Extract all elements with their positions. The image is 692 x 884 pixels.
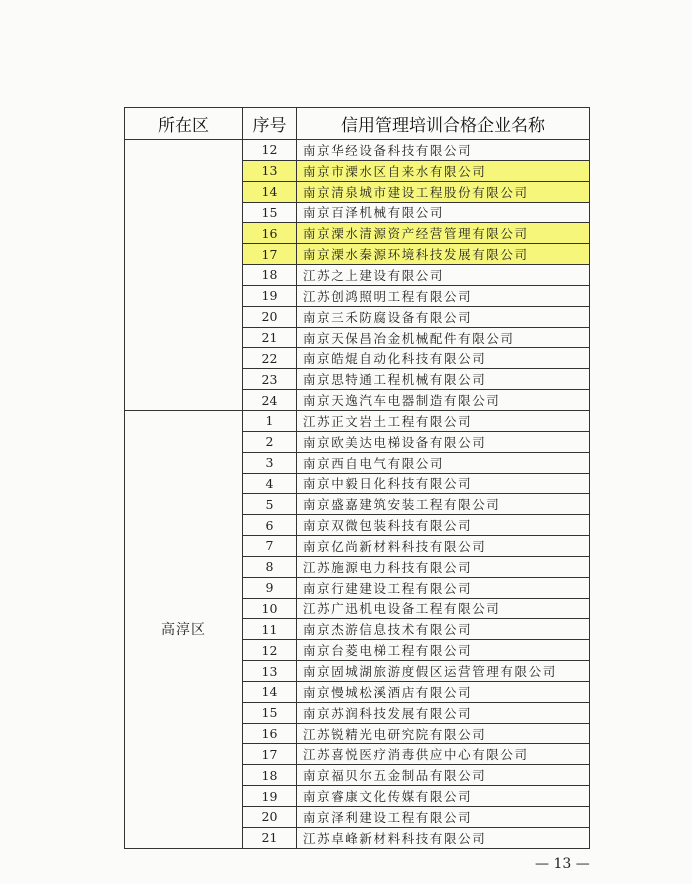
row-number: 4 (243, 473, 297, 494)
row-number: 19 (243, 786, 297, 807)
company-name: 南京慢城松溪酒店有限公司 (297, 681, 590, 702)
company-name: 江苏正文岩土工程有限公司 (297, 410, 590, 431)
company-name: 江苏之上建设有限公司 (297, 265, 590, 286)
row-number: 22 (243, 348, 297, 369)
district-cell: 高淳区 (125, 410, 243, 848)
company-name: 江苏创鸿照明工程有限公司 (297, 285, 590, 306)
company-name: 南京清泉城市建设工程股份有限公司 (297, 181, 590, 202)
header-company-name: 信用管理培训合格企业名称 (297, 108, 590, 140)
row-number: 14 (243, 181, 297, 202)
row-number: 2 (243, 431, 297, 452)
page-number: — 13 — (535, 856, 590, 872)
company-name: 南京思特通工程机械有限公司 (297, 369, 590, 390)
row-number: 23 (243, 369, 297, 390)
company-name: 江苏广迅机电设备工程有限公司 (297, 598, 590, 619)
row-number: 20 (243, 306, 297, 327)
district-cell (125, 140, 243, 411)
company-name: 南京天逸汽车电器制造有限公司 (297, 390, 590, 411)
row-number: 10 (243, 598, 297, 619)
row-number: 7 (243, 536, 297, 557)
header-district: 所在区 (125, 108, 243, 140)
company-name: 南京皓焜自动化科技有限公司 (297, 348, 590, 369)
row-number: 21 (243, 327, 297, 348)
company-name: 南京泽利建设工程有限公司 (297, 807, 590, 828)
row-number: 6 (243, 515, 297, 536)
company-name: 南京杰游信息技术有限公司 (297, 619, 590, 640)
row-number: 15 (243, 202, 297, 223)
company-name: 江苏锐精光电研究院有限公司 (297, 723, 590, 744)
company-name: 南京市溧水区自来水有限公司 (297, 160, 590, 181)
row-number: 17 (243, 744, 297, 765)
row-number: 9 (243, 577, 297, 598)
table-body (125, 140, 590, 849)
row-number: 11 (243, 619, 297, 640)
row-number: 8 (243, 556, 297, 577)
row-number: 12 (243, 640, 297, 661)
company-name: 江苏喜悦医疗消毒供应中心有限公司 (297, 744, 590, 765)
company-name: 南京双微包装科技有限公司 (297, 515, 590, 536)
table-header-row (125, 108, 590, 140)
company-name: 南京固城湖旅游度假区运营管理有限公司 (297, 661, 590, 682)
table-row (125, 410, 590, 431)
company-name: 南京溧水秦源环境科技发展有限公司 (297, 244, 590, 265)
company-name: 南京华经设备科技有限公司 (297, 140, 590, 161)
company-name: 南京百泽机械有限公司 (297, 202, 590, 223)
row-number: 13 (243, 661, 297, 682)
row-number: 14 (243, 681, 297, 702)
company-name: 南京西自电气有限公司 (297, 452, 590, 473)
company-name: 南京睿康文化传媒有限公司 (297, 786, 590, 807)
company-name: 南京台菱电梯工程有限公司 (297, 640, 590, 661)
row-number: 15 (243, 702, 297, 723)
company-name: 南京苏润科技发展有限公司 (297, 702, 590, 723)
row-number: 1 (243, 410, 297, 431)
company-name: 南京行建建设工程有限公司 (297, 577, 590, 598)
table-row (125, 140, 590, 161)
row-number: 16 (243, 723, 297, 744)
company-name: 南京溧水清源资产经营管理有限公司 (297, 223, 590, 244)
row-number: 5 (243, 494, 297, 515)
row-number: 18 (243, 765, 297, 786)
row-number: 13 (243, 160, 297, 181)
company-name: 南京福贝尔五金制品有限公司 (297, 765, 590, 786)
row-number: 16 (243, 223, 297, 244)
company-name: 南京天保昌冶金机械配件有限公司 (297, 327, 590, 348)
enterprise-table (124, 107, 590, 849)
company-name: 南京盛嘉建筑安装工程有限公司 (297, 494, 590, 515)
row-number: 18 (243, 265, 297, 286)
company-name: 江苏卓峰新材料科技有限公司 (297, 827, 590, 848)
header-number: 序号 (243, 108, 297, 140)
row-number: 3 (243, 452, 297, 473)
row-number: 20 (243, 807, 297, 828)
row-number: 17 (243, 244, 297, 265)
company-name: 南京欧美达电梯设备有限公司 (297, 431, 590, 452)
row-number: 19 (243, 285, 297, 306)
row-number: 24 (243, 390, 297, 411)
row-number: 12 (243, 140, 297, 161)
company-name: 南京中毅日化科技有限公司 (297, 473, 590, 494)
company-name: 南京亿尚新材料科技有限公司 (297, 536, 590, 557)
company-name: 江苏施源电力科技有限公司 (297, 556, 590, 577)
company-name: 南京三禾防腐设备有限公司 (297, 306, 590, 327)
row-number: 21 (243, 827, 297, 848)
